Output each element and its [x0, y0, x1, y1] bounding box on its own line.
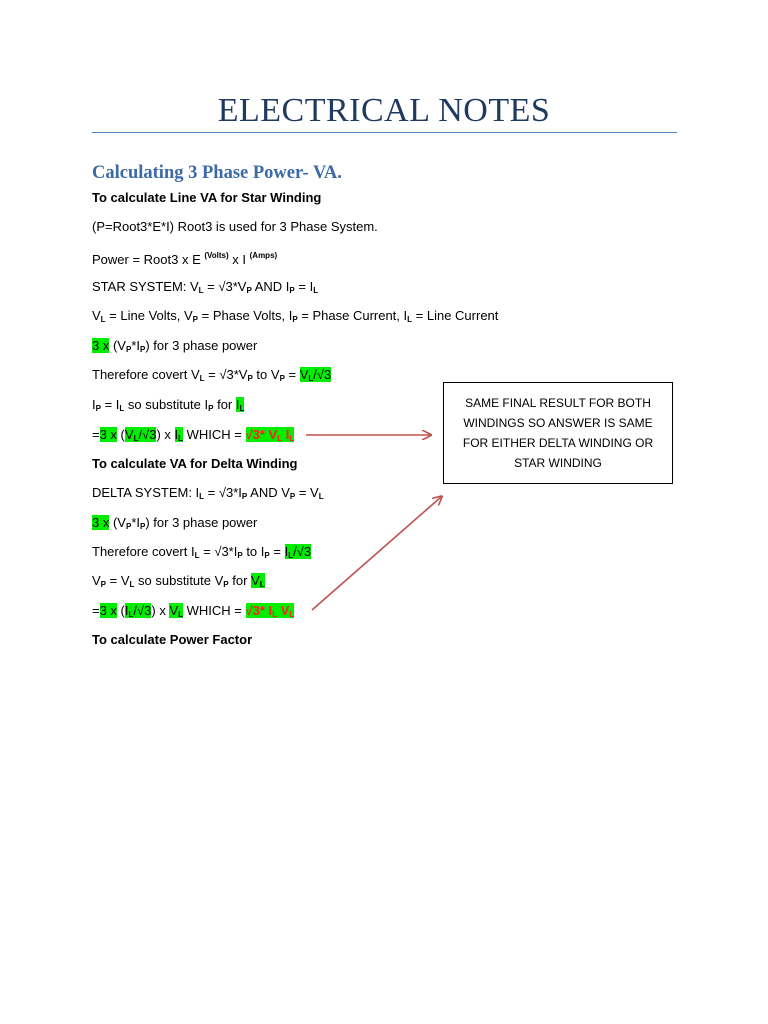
- power-formula: Power = Root3 x E $^{(Volts)}$ x I $^{(Amps)}$: [92, 251, 278, 267]
- delta-phase-power: 3 x $(V_P*I_P)$ for 3 phase power: [92, 515, 258, 531]
- star-system-line: STAR SYSTEM: $V_L = √3*V_P$ AND $I_P = I_L$: [92, 279, 319, 295]
- star-convert: Therefore covert $V_L = √3*V_P$ to $V_P = V_L/√3$: [92, 367, 332, 383]
- power-factor-heading: To calculate Power Factor: [92, 632, 253, 647]
- definitions-line: $V_L$ = Line Volts, $V_P$ = Phase Volts, $I_P$ = Phase Current, $I_L$ = Line Current: [92, 308, 499, 324]
- star-substitute: $I_P = I_L$ so substitute $I_P$ for $I_L$: [92, 397, 245, 413]
- formula-note: (P=Root3*E*I) Root3 is used for 3 Phase System.: [92, 219, 378, 234]
- delta-convert: Therefore covert $I_L = √3*I_P$ to $I_P = I_L/√3$: [92, 544, 312, 560]
- star-subheading: To calculate Line VA for Star Winding: [92, 190, 322, 205]
- delta-system-line: DELTA SYSTEM: $I_L = √3*I_P$ AND $V_P = V_L$: [92, 485, 324, 501]
- delta-substitute: $V_P = V_L$ so substitute $V_P$ for $V_L$: [92, 573, 265, 589]
- delta-arrow: [312, 497, 441, 610]
- section-heading: Calculating 3 Phase Power- VA.: [92, 163, 342, 183]
- star-result: =3 x $(V_L/√3)$ x $I_L$ WHICH = √3* $V_L$ $I_L$: [92, 427, 295, 443]
- delta-subheading: To calculate VA for Delta Winding: [92, 456, 298, 471]
- star-phase-power: 3 x $(V_P*I_P)$ for 3 phase power: [92, 338, 258, 354]
- page-title: ELECTRICAL NOTES: [217, 92, 551, 129]
- note-box-text: SAME FINAL RESULT FOR BOTH WINDINGS SO ANSWER IS SAME FOR EITHER DELTA WINDING OR STAR WINDING: [462, 396, 654, 470]
- delta-result: =3 x $(I_L/√3)$ x $V_L$ WHICH = √3* $I_L$ $V_L$: [92, 603, 295, 619]
